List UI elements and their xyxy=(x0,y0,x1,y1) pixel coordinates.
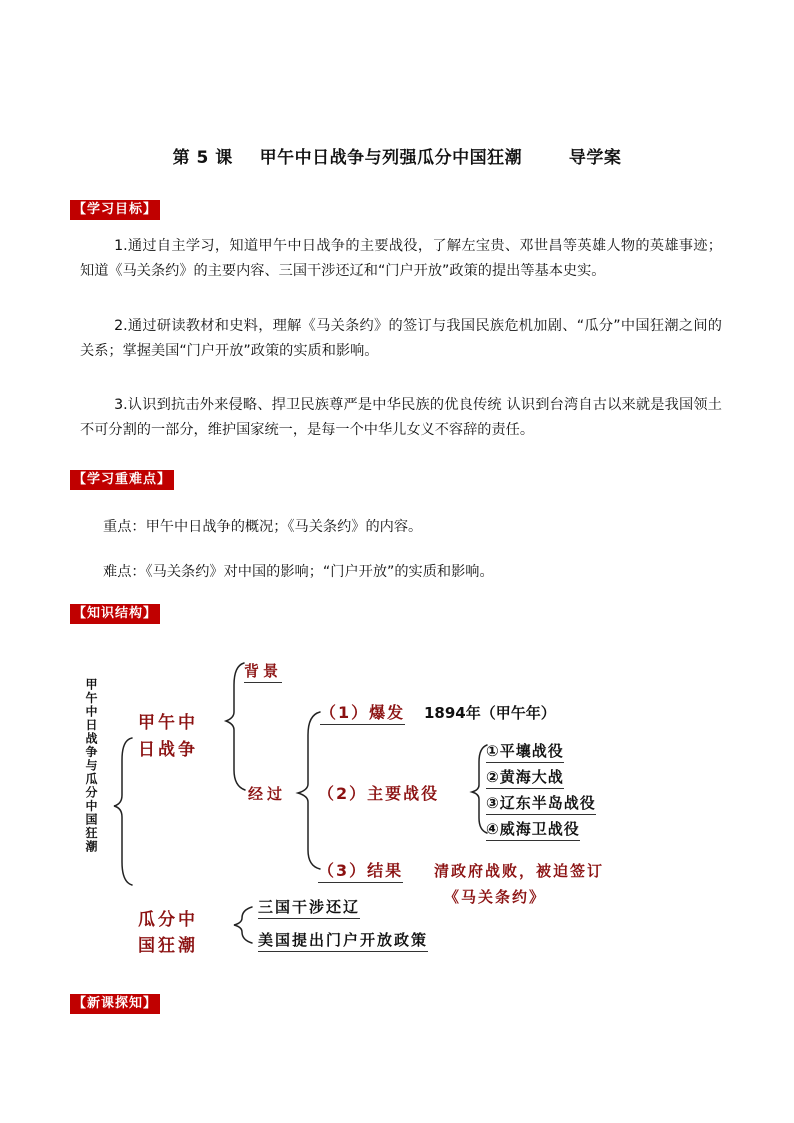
diagram-root-title: 甲午中日战争与瓜分中国狂潮 xyxy=(84,678,98,854)
war-title-line1: 甲午中 xyxy=(138,713,198,733)
battle-item: ②黄海大战 xyxy=(486,766,564,789)
lesson-topic: 甲午中日战争与列强瓜分中国狂潮 xyxy=(259,148,523,168)
outbreak-date: 1894年（甲午年） xyxy=(424,704,556,722)
battle-item: ①平壤战役 xyxy=(486,740,564,763)
key-point-focus: 重点：甲午中日战争的概况；《马关条约》的内容。 xyxy=(103,519,423,535)
objective-3: 3.认识到抗击外来侵略、捍卫民族尊严是中华民族的优良传统 认识到台湾自古以来就是我国领土不可分割的一部分，维护国家统一，是每一个中华儿女义不容辞的责任。 xyxy=(80,397,722,438)
section-tag-structure: 【知识结构】 xyxy=(70,604,160,624)
lesson-number: 第 5 课 xyxy=(172,148,233,168)
course-label: 经过 xyxy=(248,785,287,803)
objective-2: 2.通过研读教材和史料，理解《马关条约》的签订与我国民族危机加剧、“瓜分”中国狂潮之间的关系；掌握美国“门户开放”政策的实质和影响。 xyxy=(80,318,722,359)
battles-label: （2）主要战役 xyxy=(318,784,440,803)
outbreak-label: （1）爆发 xyxy=(320,700,405,725)
battle-item: ④威海卫战役 xyxy=(486,818,580,841)
section-tag-key-points: 【学习重难点】 xyxy=(70,470,174,490)
partition-item: 美国提出门户开放政策 xyxy=(258,929,428,952)
war-title-line2: 日战争 xyxy=(138,740,198,760)
partition-title-line1: 瓜分中 xyxy=(138,910,198,930)
section-tag-objectives: 【学习目标】 xyxy=(70,200,160,220)
result-label: （3）结果 xyxy=(318,858,403,883)
result-line1: 清政府战败，被迫签订 xyxy=(434,862,605,880)
result-line2: 《马关条约》 xyxy=(444,888,547,906)
section-tag-new-lesson: 【新课探知】 xyxy=(70,994,160,1014)
partition-title-line2: 国狂潮 xyxy=(138,936,198,956)
background-label: 背景 xyxy=(244,660,282,683)
objective-1: 1.通过自主学习，知道甲午中日战争的主要战役，了解左宝贵、邓世昌等英雄人物的英雄事迹；知道《马关条约》的主要内容、三国干涉还辽和“门户开放”政策的提出等基本史实。 xyxy=(80,238,722,279)
partition-item: 三国干涉还辽 xyxy=(258,896,360,919)
lesson-suffix: 导学案 xyxy=(568,148,622,168)
key-point-difficulty: 难点：《马关条约》对中国的影响；“门户开放”的实质和影响。 xyxy=(103,564,494,580)
battle-item: ③辽东半岛战役 xyxy=(486,792,596,815)
